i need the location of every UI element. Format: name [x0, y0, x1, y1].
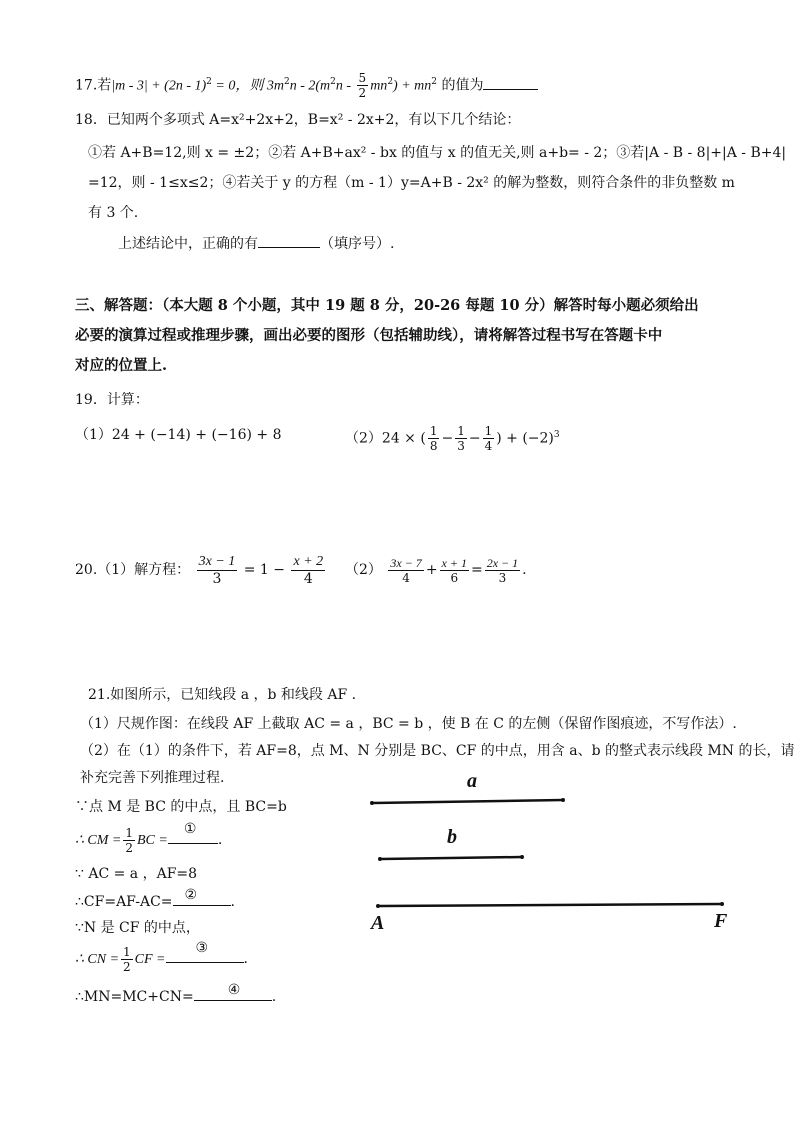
q20-frac-right: $\frac{x + 2}{4}$: [293, 553, 324, 587]
section3-line3: 对应的位置上.: [75, 357, 168, 374]
q21-blank-3[interactable]: ③: [166, 948, 244, 963]
q19-title: 19．计算：: [75, 392, 149, 408]
q21-line2: （1）尺规作图：在线段 AF 上截取 AC = a ，BC = b ，使 B 在 C 的左侧（保留作图痕迹，不写作法）.: [80, 716, 737, 732]
q17-label: 17.若: [75, 77, 112, 94]
q21-line4: 补充完善下列推理过程.: [80, 770, 225, 786]
q20-frac-c: $\frac{2x - 1}{3}$: [486, 555, 519, 585]
q21-line3: （2）在（1）的条件下，若 AF=8，点 M、N 分别是 BC、CF 的中点，用含 a、b 的整式表示线段 MN 的长，请: [80, 743, 794, 759]
segment-af: [378, 904, 722, 906]
label-a: a: [467, 770, 477, 792]
q17-fraction: $\frac{5}{2}$: [358, 71, 367, 101]
q21-blank-4[interactable]: ④: [194, 986, 272, 1001]
q21-step1: ∵点 M 是 BC 的中点，且 BC=b: [75, 799, 287, 815]
section3-line2: 必要的演算过程或推理步骤，画出必要的图形（包括辅助线），请将解答过程书写在答题卡中: [75, 327, 663, 344]
q20-frac-left: $\frac{3x - 1}{3}$: [198, 553, 236, 587]
label-F: F: [714, 910, 728, 932]
question-17: 17.若|m - 3| + (2n - 1)$^2$ = 0，则 $3m^2n - 2(m^2n$ - $\frac{5}{2}$ $mn^2) + mn^2$ 的值为: [75, 72, 538, 99]
q21-blank-1[interactable]: ①: [168, 829, 218, 844]
segment-a: [372, 800, 563, 803]
q21-step2: ∴ CM = $\frac{1}{2}$ BC = ① .: [75, 821, 223, 855]
q20-frac-b: $\frac{x + 1}{6}$: [441, 555, 467, 585]
q17-abs-part: |m - 3| + (2n - 1): [111, 78, 207, 94]
q18-line3: 有 3 个.: [88, 205, 139, 221]
q18-conclusion: 上述结论中，正确的有 （填序号）.: [118, 233, 394, 254]
frac-1-4: $\frac{1}{4}$: [484, 424, 493, 454]
q20-part1: 20.（1）解方程： $\frac{3x - 1}{3}$ = 1 − $\frac{x + 2}{4}$: [75, 553, 324, 587]
q21-step4: ∴CF=AF-AC= ② .: [75, 887, 235, 910]
frac-1-8: $\frac{1}{8}$: [429, 424, 438, 454]
frac-1-3: $\frac{1}{3}$: [457, 424, 465, 454]
segment-b: [380, 857, 522, 859]
label-A: A: [371, 912, 385, 934]
q21-blank-2[interactable]: ②: [173, 891, 231, 906]
q20-part2: （2） $\frac{3x - 7}{4}$ + $\frac{x + 1}{6}$ = $\frac{2x - 1}{3}$ .: [345, 555, 527, 585]
section3-line1: 三、解答题：（本大题 8 个小题，其中 19 题 8 分，20-26 每题 10 分）解答时每小题必须给出: [75, 297, 699, 314]
q21-step5: ∵N 是 CF 的中点，: [75, 920, 200, 936]
q18-line1: ①若 A+B=12,则 x = ±2；②若 A+B+ax² - bx 的值与 x 的值无关,则 a+b= - 2；③若|A - B - 8|+|A - B+4|: [88, 145, 787, 161]
q21-step6: ∴ CN = $\frac{1}{2}$ CF = ③ .: [75, 940, 248, 974]
q21-line1: 21.如图所示，已知线段 a ，b 和线段 AF .: [88, 687, 357, 703]
label-b: b: [447, 826, 457, 848]
q18-intro: 18．已知两个多项式 A=x²+2x+2，B=x² - 2x+2，有以下几个结论：: [75, 112, 521, 128]
q21-step3: ∵ AC = a ，AF=8: [75, 866, 198, 882]
q18-line2: =12，则 - 1≤x≤2；④若关于 y 的方程（m - 1）y=A+B - 2x² 的解为整数，则符合条件的非负整数 m: [88, 175, 735, 191]
q20-frac-a: $\frac{3x - 7}{4}$: [390, 555, 422, 585]
q21-step7: ∴MN=MC+CN= ④ .: [75, 982, 277, 1005]
q19-part2: （2）24 × ( $\frac{1}{8}$ − $\frac{1}{3}$ − $\frac{1}{4}$ ) + $(-2)^3$: [345, 424, 560, 454]
q19-part1: （1）24 + (−14) + (−16) + 8: [75, 427, 282, 443]
